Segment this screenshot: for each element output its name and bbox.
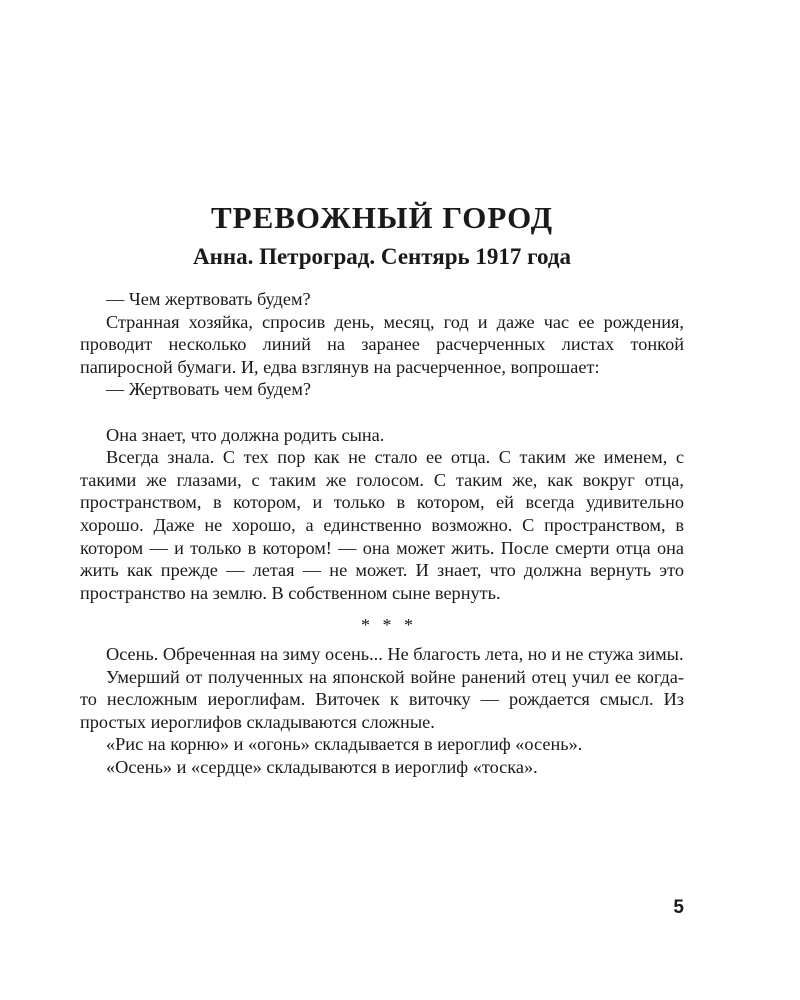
chapter-title: ТРЕВОЖНЫЙ ГОРОД xyxy=(210,200,554,235)
paragraph: — Чем жертвовать будем? xyxy=(106,289,311,309)
section-separator: * * * xyxy=(361,615,417,636)
paragraph: Умерший от полученных на японской войне ранений отец учил ее когда-то несложным иероглифам. Виточек к виточку — рождается смысл. Из простых иероглифов складываются сложные. xyxy=(80,666,684,732)
page-number: 5 xyxy=(673,897,684,918)
paragraph: Она знает, что должна родить сына. xyxy=(106,424,385,445)
paragraph: Странная хозяйка, спросив день, месяц, год и даже час ее рождения, проводит несколько линий на заранее расчерченных листах тонкой папиросной бумаги. И, едва взглянув на расчерченное, вопрошает: xyxy=(80,311,684,377)
paragraph-gap xyxy=(80,401,684,424)
book-page xyxy=(80,0,684,1000)
paragraph: «Рис на корню» и «огонь» складывается в иероглиф «осень». xyxy=(106,734,583,755)
paragraph: «Осень» и «сердце» складываются в иероглиф «тоска». xyxy=(106,756,538,777)
paragraph: — Жертвовать чем будем? xyxy=(106,379,312,400)
paragraph: Осень. Обреченная на зиму осень... Не благость лета, но и не стужа зимы. xyxy=(106,643,684,664)
chapter-subtitle: Анна. Петроград. Сентярь 1917 года xyxy=(192,244,572,269)
body-text xyxy=(80,288,684,778)
paragraph: Всегда знала. С тех пор как не стало ее отца. С таким же именем, с такими же глазами, с таким же голосом. С таким же, как вокруг отца, пространством, в котором, и только в котором, ей всегда удивительно хорошо. Даже не хорошо, а единственно возможно. С пространством, в котором — и только в котором! — она может жить. После смерти отца она жить как прежде — летая — не может. И знает, что должна вернуть это пространство на землю. В собственном сыне вернуть. xyxy=(80,447,684,603)
